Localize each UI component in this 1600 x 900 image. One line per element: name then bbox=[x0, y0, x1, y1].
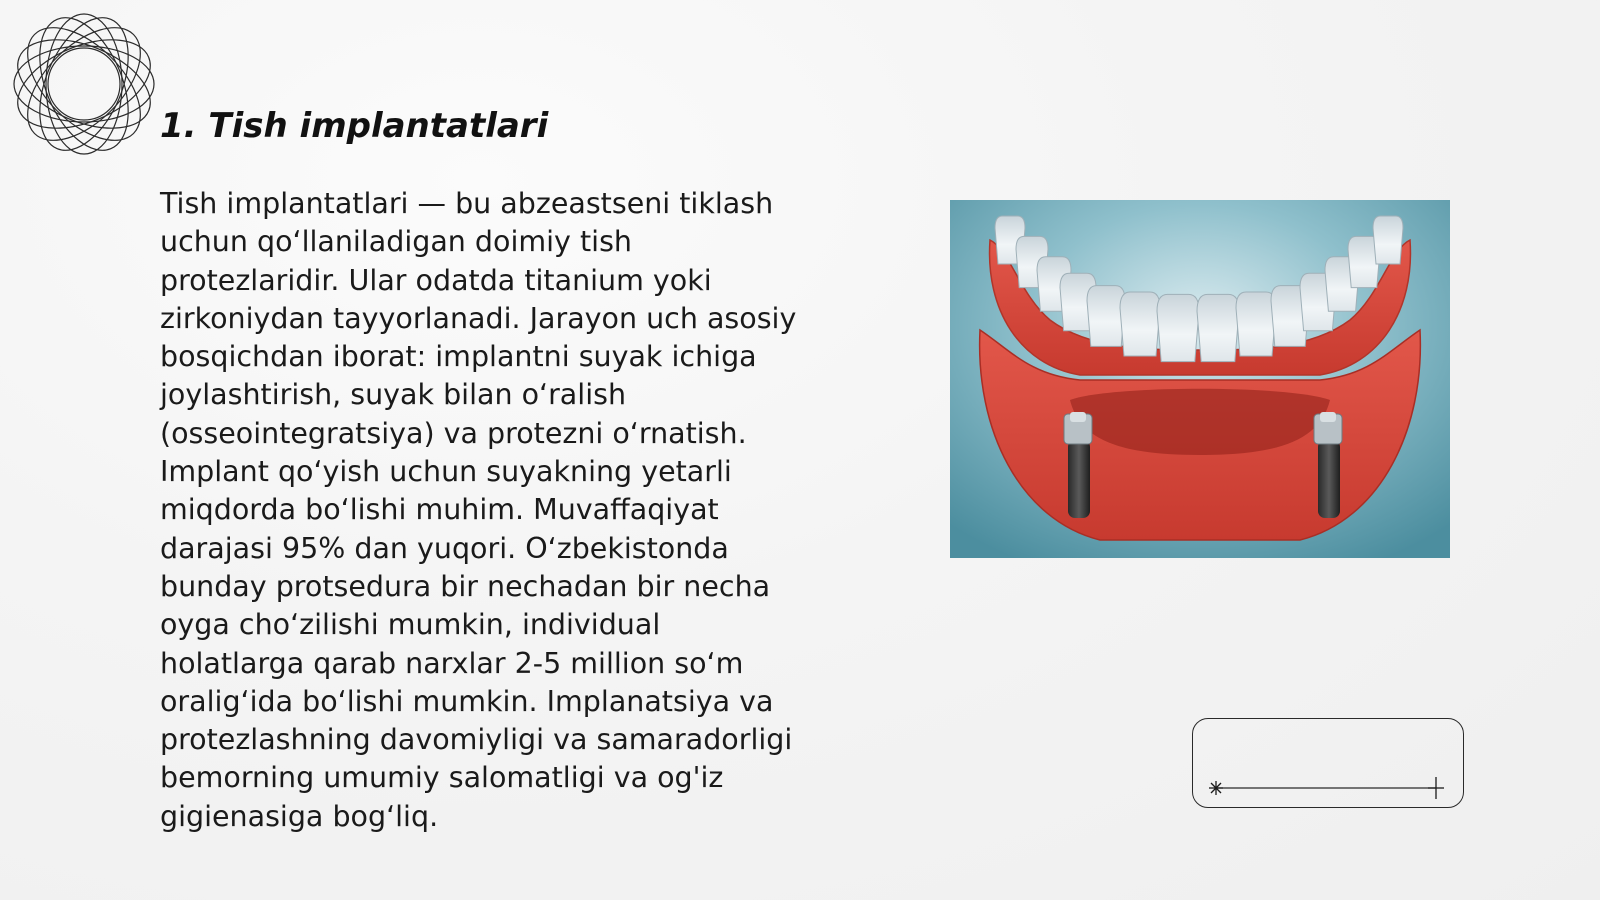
circular-line-ornament-icon bbox=[10, 10, 158, 158]
dental-implant-photo bbox=[950, 200, 1450, 558]
tooth bbox=[1236, 292, 1276, 356]
body-line: bosqichdan iborat: implantni suyak ichiga bbox=[160, 340, 757, 374]
tooth bbox=[1087, 286, 1125, 347]
body-paragraph bbox=[160, 185, 840, 836]
implant-right bbox=[1314, 412, 1342, 518]
body-line: darajasi 95% dan yuqori. Oʻzbekistonda bbox=[160, 531, 729, 565]
body-line: miqdorda boʻlishi muhim. Muvaffaqiyat bbox=[160, 493, 719, 527]
tooth bbox=[1157, 294, 1199, 361]
tooth bbox=[1373, 216, 1403, 264]
body-line: bemorning umumiy salomatligi va og'iz bbox=[160, 761, 724, 795]
body-line: bunday protsedura bir nechadan bir necha bbox=[160, 569, 771, 603]
body-line: holatlarga qarab narxlar 2-5 million soʻm bbox=[160, 646, 744, 680]
tooth bbox=[1120, 292, 1160, 356]
slide-title: 1. Tish implantatlari bbox=[160, 106, 549, 146]
body-line: uchun qoʻllaniladigan doimiy tish bbox=[160, 225, 632, 259]
body-line: joylashtirish, suyak bilan oʻralish bbox=[160, 378, 627, 412]
tooth bbox=[1197, 294, 1239, 361]
body-line: oraligʻida boʻlishi mumkin. Implanatsiya va bbox=[160, 684, 774, 718]
body-line: gigienasiga bogʻliq. bbox=[160, 799, 439, 833]
body-line: (osseointegratsiya) va protezni oʻrnatish. bbox=[160, 416, 747, 450]
body-line: Tish implantatlari — bu abzeastseni tiklash bbox=[160, 187, 774, 220]
body-line: protezlashning davomiyligi va samaradorligi bbox=[160, 723, 793, 757]
decorative-line bbox=[1192, 718, 1464, 808]
body-line: zirkoniydan tayyorlanadi. Jarayon uch asosiy bbox=[160, 301, 797, 335]
sparkle-star-icon bbox=[1209, 781, 1223, 795]
body-line: protezlaridir. Ular odatda titanium yoki bbox=[160, 263, 712, 297]
body-line: Implant qoʻyish uchun suyakning yetarli bbox=[160, 455, 732, 489]
body-line: oyga choʻzilishi mumkin, individual bbox=[160, 608, 661, 642]
implant-left bbox=[1064, 412, 1092, 518]
crosshair-star-icon bbox=[1428, 777, 1444, 799]
